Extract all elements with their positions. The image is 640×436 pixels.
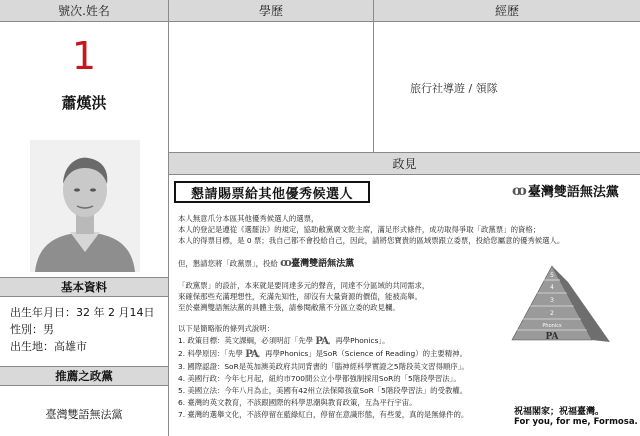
- platform-list-item: 6. 臺灣的英文教育，不該跟國際的科學思潮與教育政策，互為平行宇宙。: [178, 398, 417, 407]
- header-education: 學歷: [169, 0, 373, 22]
- candidate-name: 蕭熯洪: [61, 94, 107, 112]
- platform-list-item: 1. 政策目標：英文課綱，必須明訂「先學 PA，再學Phonics」。: [178, 336, 390, 347]
- experience-text: 旅行社導遊 / 領隊: [410, 82, 498, 95]
- pa-logo: PA: [245, 349, 258, 360]
- platform-p1-line3: 本人的得票目標，是 0 票；我自己都不會投給自己，因此，請將您寶貴的區域票跟立委票，投給您屬意的優秀候選人。: [178, 236, 565, 245]
- party-title: 推薦之政黨: [0, 366, 168, 386]
- pyramid-label: 4: [550, 284, 554, 291]
- closing-zh: 祝福閣家；祝福臺灣。: [514, 407, 605, 417]
- closing-en: For you, for me, Formosa.: [514, 417, 638, 427]
- pyramid-label: 3: [550, 297, 554, 304]
- platform-list-intro: 以下是簡略版的條列式說明：: [178, 324, 275, 333]
- pa-logo: PA: [315, 336, 328, 347]
- birth-date: 出生年月日：32 年 2 月14日: [10, 306, 155, 319]
- birthplace: 出生地：高雄市: [10, 340, 87, 353]
- candidate-number: 1: [71, 34, 97, 78]
- platform-p3-line1: 「政黨票」的設計，本來就是要同達多元的聲音，同達不分區域的共同需求，: [178, 281, 430, 290]
- platform-p2-text: 但，懇請您將「政黨票」，投給: [178, 259, 278, 268]
- pyramid-label: 2: [550, 310, 554, 317]
- platform-p1-line2: 本人的登記是遵從《選罷法》的規定，協助敝黨廣文乾主席，滿足形式條件，成功取得爭取「政黨票」的資格；: [178, 225, 541, 234]
- pyramid-label: PA: [545, 332, 559, 342]
- gender: 性別：男: [10, 323, 54, 336]
- platform-list-item: 4. 美國行政：今年七月起，紐約市700間公立小學都強制採用SoR的「5階段學習法」。: [178, 374, 461, 383]
- party-logo-icon: ꝏ: [512, 182, 524, 199]
- platform-p3-line2: 來確保那些充滿理想性，充滿先知性，卻沒有大量資源的價值，能被高舉。: [178, 292, 422, 301]
- party-name: 臺灣雙語無法黨: [45, 408, 123, 421]
- pyramid-label: 5: [550, 272, 554, 279]
- party-logo-small-icon: ꝏ: [280, 256, 289, 269]
- platform-p2: [178, 258, 354, 270]
- platform-slogan: 懇請賜票給其他優秀候選人: [174, 181, 370, 203]
- party-logo-small-text: 臺灣雙語無法黨: [291, 259, 355, 269]
- header-experience: 經歷: [374, 0, 640, 22]
- party-logo-text: 臺灣雙語無法黨: [527, 185, 619, 200]
- party-logo: [512, 181, 619, 200]
- platform-list-item: 2. 科學原因：「先學 PA，再學Phonics」是SoR（Science of Reading）的主要精神。: [178, 349, 467, 360]
- candidate-photo: [30, 140, 140, 272]
- divider-left: [168, 0, 169, 436]
- platform-list-item: 7. 臺灣的選舉文化，不該停留在藍綠紅白，停留在意識形態，有些愛，真的是無條件的。: [178, 410, 469, 419]
- platform-p3-line3: 至於臺灣雙語無法黨的具體主張，請參閱敝黨不分區立委的政見欄。: [178, 303, 400, 312]
- header-platform: 政見: [169, 153, 640, 175]
- divider-mid: [373, 0, 374, 152]
- platform-list-item: 5. 美國立法：今年八月為止，美國有42州立法保障孩童SoR「5階段學習法」的受教權。: [178, 386, 468, 395]
- platform-p1-line1: 本人無意爪分本區其他優秀候選人的選票，: [178, 214, 319, 223]
- header-seq-name: 號次.姓名: [0, 0, 168, 22]
- basic-info-title: 基本資料: [0, 277, 168, 297]
- pyramid-label: Phonics: [542, 323, 562, 329]
- platform-list-item: 3. 國際認證：SoR是英加澳美政府共同背書的「腦神經科學實證之5階段英文習得順序」。: [178, 362, 469, 371]
- learning-pyramid-icon: [506, 262, 626, 344]
